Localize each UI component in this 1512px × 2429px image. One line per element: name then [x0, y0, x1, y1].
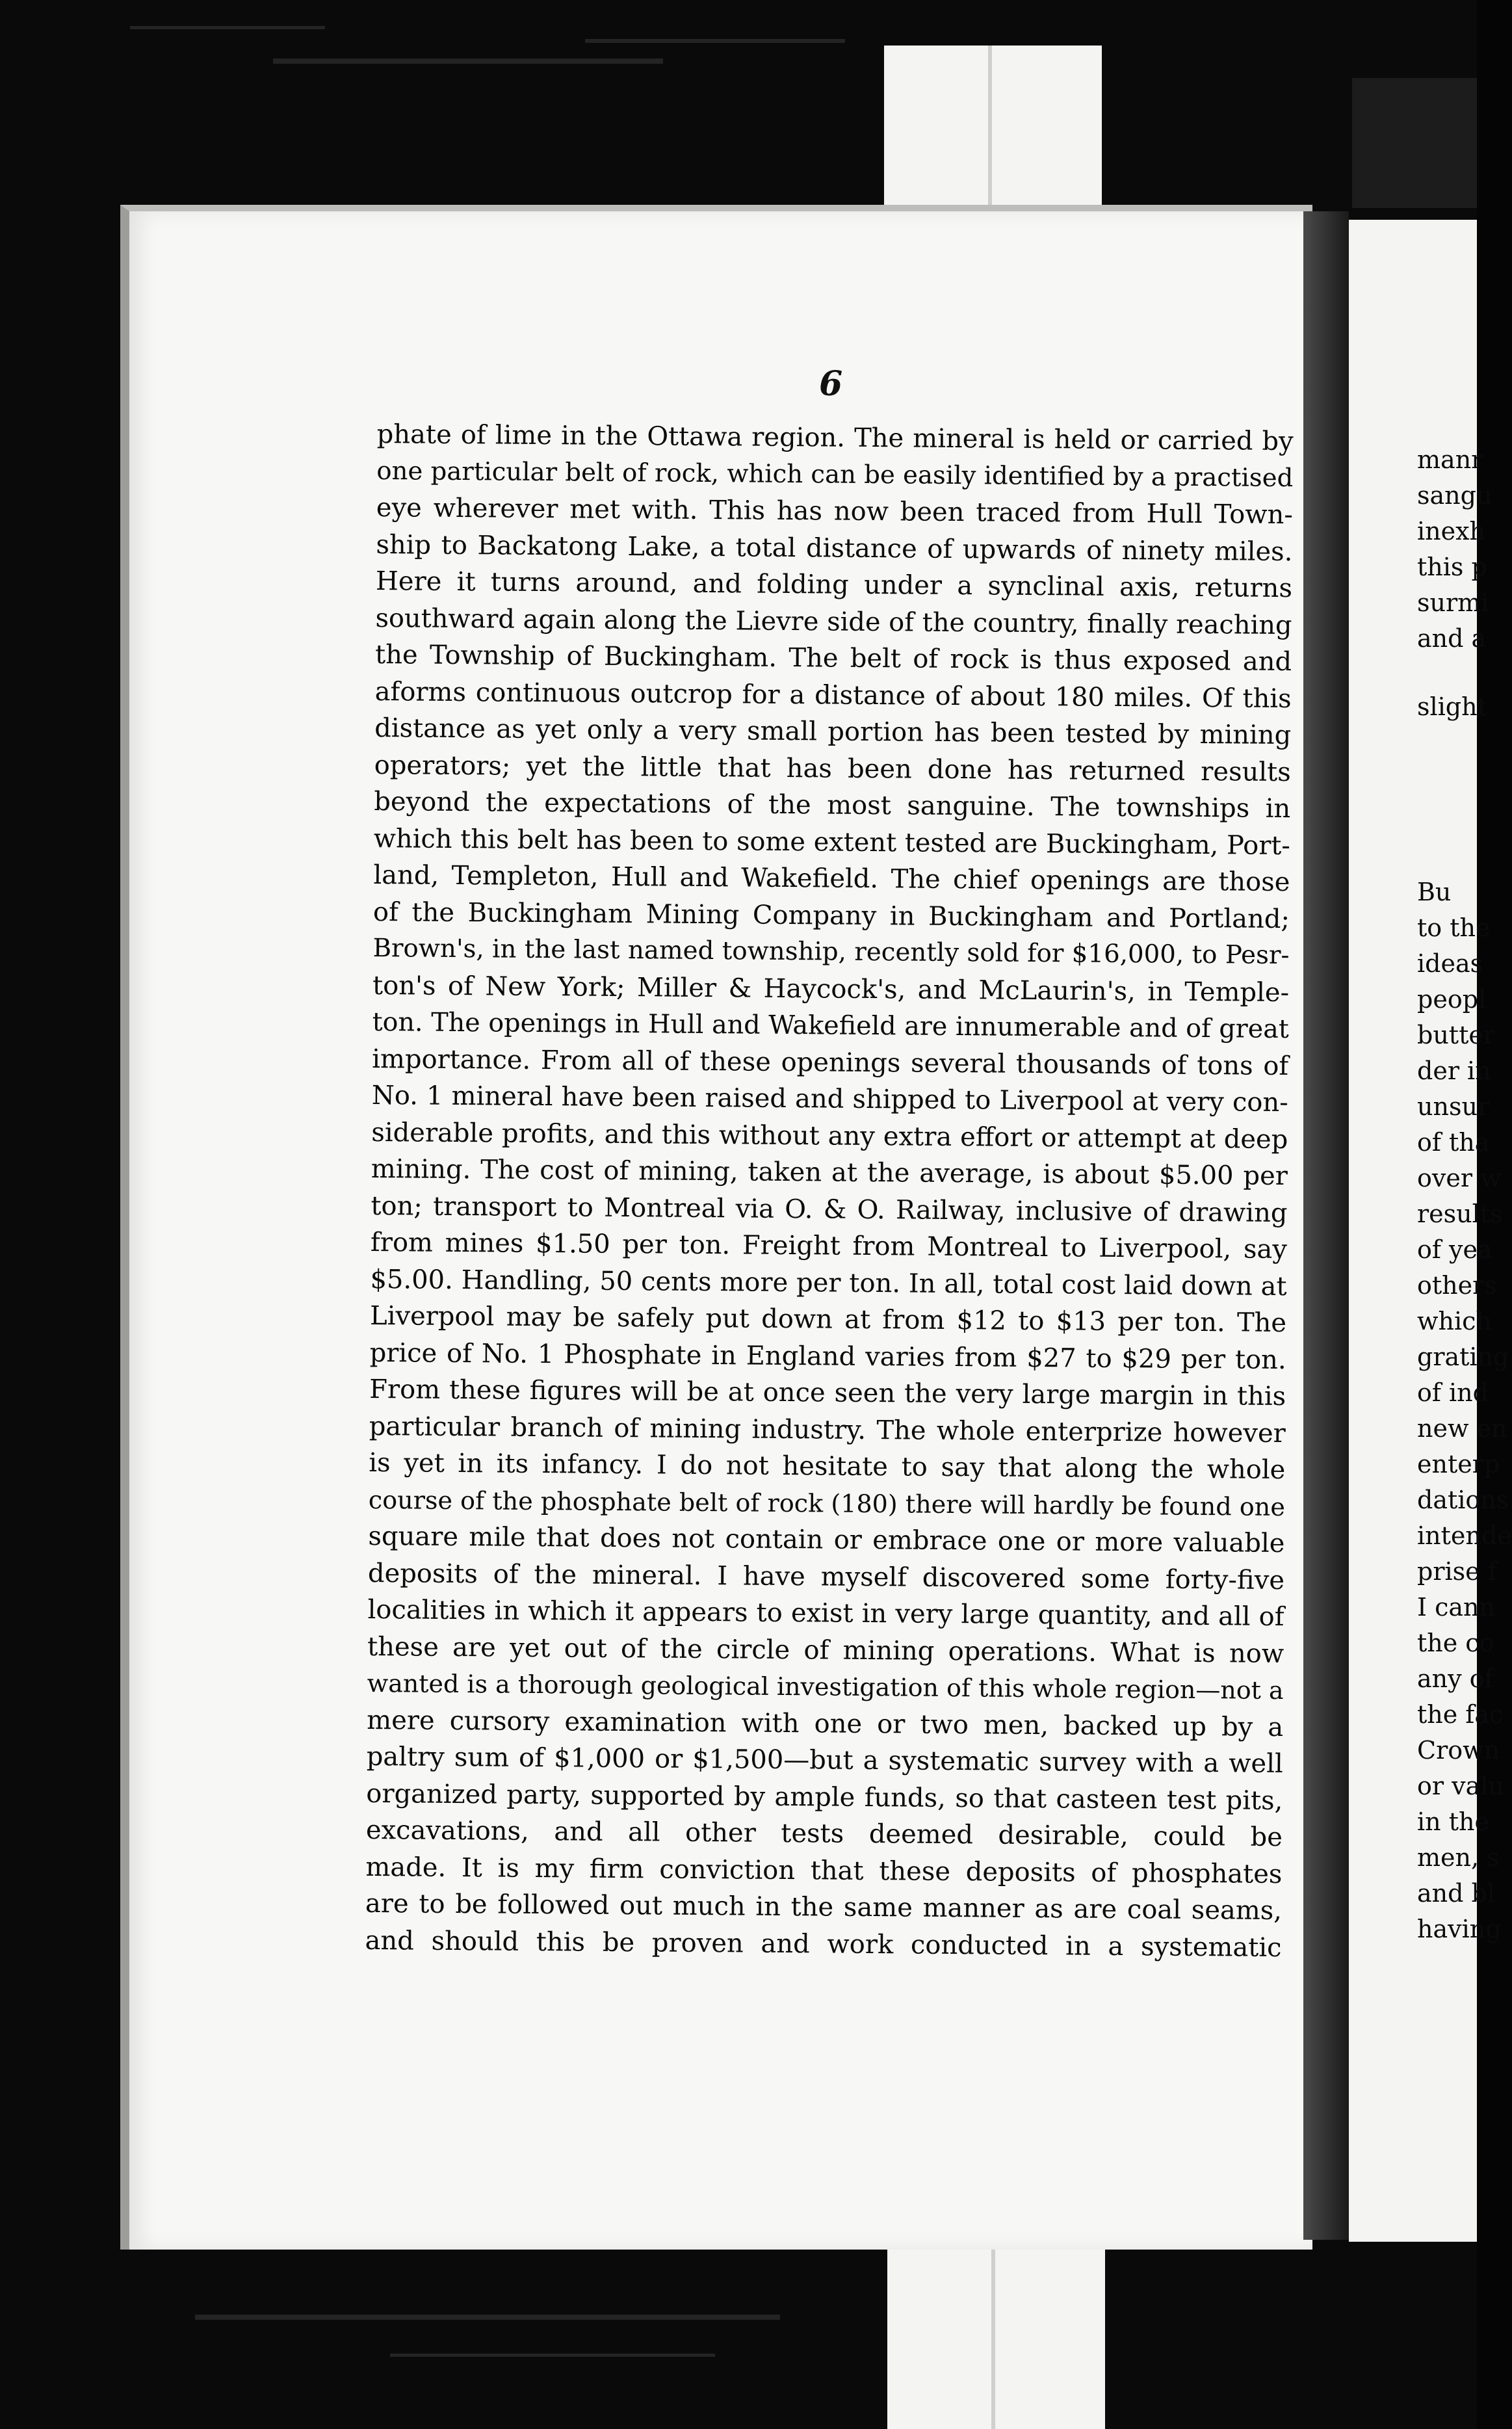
facing-text-fragment: in the [1417, 1807, 1489, 1836]
facing-text-fragment: surmi [1417, 588, 1489, 617]
facing-text-fragment: I cann [1417, 1593, 1495, 1622]
text-line: eye wherever met with. This has now been traced from Hull Town- [376, 492, 1294, 531]
text-line: beyond the expectations of the most sanguine. The townships in [374, 786, 1291, 824]
text-line: organized party, supported by ample funds, so that casteen test pits, [366, 1778, 1283, 1816]
text-line: ton. The openings in Hull and Wakefield are innumerable and of great [372, 1006, 1289, 1045]
facing-text-fragment: of ind [1417, 1378, 1489, 1407]
text-line: is yet in its infancy. I do not hesitate to say that along the whole [369, 1447, 1286, 1486]
text-line: course of the phosphate belt of rock (180) there will hardly be found one [368, 1485, 1286, 1521]
facing-text-fragment: Bu [1417, 878, 1452, 906]
text-line: paltry sum of $1,000 or $1,500—but a systematic survey with a well [366, 1741, 1283, 1779]
facing-text-fragment: of yea [1417, 1235, 1492, 1264]
facing-text-fragment: sangu [1417, 481, 1492, 510]
facing-text-fragment: butter [1417, 1021, 1495, 1049]
facing-text-fragment: intende [1417, 1521, 1512, 1550]
facing-text-fragment: prise f [1417, 1557, 1497, 1586]
text-line: of the Buckingham Mining Company in Buckingham and Portland; [372, 897, 1290, 934]
text-line: mere cursory examination with one or two men, backed up by a [367, 1705, 1284, 1742]
facing-text-fragment: grating [1417, 1343, 1509, 1371]
text-line: are to be followed out much in the same manner as are coal seams, [365, 1888, 1283, 1926]
facing-text-fragment: to the [1417, 913, 1491, 942]
text-line: ship to Backatong Lake, a total distance of upwards of ninety miles. [376, 529, 1293, 567]
text-line: square mile that does not contain or embrace one or more valuable [368, 1521, 1285, 1559]
facing-text-fragment: enterp [1417, 1450, 1500, 1478]
facing-text-fragment: unsur [1417, 1092, 1490, 1121]
text-line: one particular belt of rock, which can be easily identified by a practised [376, 456, 1294, 493]
facing-text-fragment: new en [1417, 1414, 1507, 1443]
facing-text-fragment: the fac [1417, 1700, 1504, 1729]
facing-text-fragment: ideas [1417, 949, 1483, 978]
facing-text-fragment: or valu [1417, 1772, 1504, 1800]
text-line: mining. The cost of mining, taken at the average, is about $5.00 per [371, 1153, 1288, 1192]
top-paper-tab [884, 46, 1102, 208]
facing-text-fragment: der in [1417, 1057, 1491, 1085]
facing-text-fragment: which [1417, 1307, 1492, 1335]
text-line: localities in which it appears to exist in very large quantity, and all of [367, 1594, 1284, 1633]
facing-text-fragment: dations [1417, 1486, 1509, 1514]
facing-text-fragment: peopl [1417, 985, 1487, 1014]
text-line: ton; transport to Montreal via O. & O. Railway, inclusive of drawing [371, 1190, 1288, 1228]
facing-text-fragment: and bl [1417, 1879, 1496, 1908]
facing-text-fragment: this p [1417, 553, 1487, 581]
facing-text-fragment: Crown [1417, 1736, 1500, 1765]
text-line: made. It is my firm conviction that these deposits of phosphates [365, 1852, 1283, 1889]
text-line: deposits of the mineral. I have myself discovered some forty-five [367, 1558, 1285, 1595]
text-line: operators; yet the little that has been done has returned results [374, 750, 1291, 787]
facing-text-fragment: and a [1417, 624, 1487, 653]
text-line: distance as yet only a very small portion has been tested by mining [374, 713, 1292, 751]
text-line: From these figures will be at once seen the very large margin in this [369, 1374, 1286, 1412]
text-line: these are yet out of the circle of mining operations. What is now [367, 1631, 1284, 1669]
facing-text-fragment: others [1417, 1271, 1497, 1300]
facing-text-fragment: inexh [1417, 517, 1486, 545]
facing-text-fragment: manr [1417, 445, 1483, 474]
body-text [365, 416, 1294, 1966]
text-line: aforms continuous outcrop for a distance of about 180 miles. Of this [374, 676, 1292, 714]
facing-text-fragment: slight [1417, 692, 1487, 721]
text-line: and should this be proven and work conducted in a systematic [365, 1925, 1282, 1963]
facing-text-fragment: any of [1417, 1664, 1494, 1693]
text-line: land, Templeton, Hull and Wakefield. The chief openings are those [373, 860, 1290, 898]
text-line: Liverpool may be safely put down at from $12 to $13 per ton. The [369, 1300, 1287, 1339]
page-number: 6 [819, 364, 843, 404]
facing-text-fragment: having [1417, 1915, 1502, 1943]
text-line: importance. From all of these openings several thousands of tons of [372, 1044, 1289, 1081]
facing-text-fragment: of tha [1417, 1128, 1490, 1157]
text-line: from mines $1.50 per ton. Freight from Montreal to Liverpool, say [370, 1227, 1288, 1265]
text-line: phate of lime in the Ottawa region. The mineral is held or carried by [376, 419, 1294, 457]
text-line: No. 1 mineral have been raised and shipped to Liverpool at very con- [371, 1080, 1288, 1118]
facing-text-fragment: over w [1417, 1164, 1502, 1192]
text-line: price of No. 1 Phosphate in England varies from $27 to $29 per ton. [369, 1337, 1286, 1375]
facing-text-fragment: the co [1417, 1629, 1494, 1657]
text-line: ton's of New York; Miller & Haycock's, and McLaurin's, in Temple- [372, 970, 1290, 1008]
text-line: southward again along the Lievre side of the country, finally reaching [375, 603, 1292, 640]
text-line: Here it turns around, and folding under a synclinal axis, returns [375, 566, 1293, 604]
text-line: which this belt has been to some extent tested are Buckingham, Port- [373, 823, 1291, 861]
text-line: particular branch of mining industry. The whole enterprize however [369, 1411, 1286, 1449]
facing-text-fragment: men, s [1417, 1843, 1500, 1872]
text-line: excavations, and all other tests deemed desirable, could be [365, 1815, 1283, 1853]
text-line: the Township of Buckingham. The belt of rock is thus exposed and [374, 639, 1292, 677]
page-gutter-shadow [1303, 211, 1349, 2240]
facing-page-text [1417, 0, 1512, 2429]
text-line: wanted is a thorough geological investigation of this whole region—not a [367, 1668, 1284, 1705]
text-line: $5.00. Handling, 50 cents more per ton. In all, total cost laid down at [370, 1264, 1287, 1302]
facing-text-fragment: results [1417, 1200, 1503, 1228]
text-line: Brown's, in the last named township, recently sold for $16,000, to Pesr- [372, 933, 1290, 971]
bottom-paper-tab [887, 2237, 1105, 2429]
text-line: siderable profits, and this without any extra effort or attempt at deep [371, 1117, 1288, 1155]
